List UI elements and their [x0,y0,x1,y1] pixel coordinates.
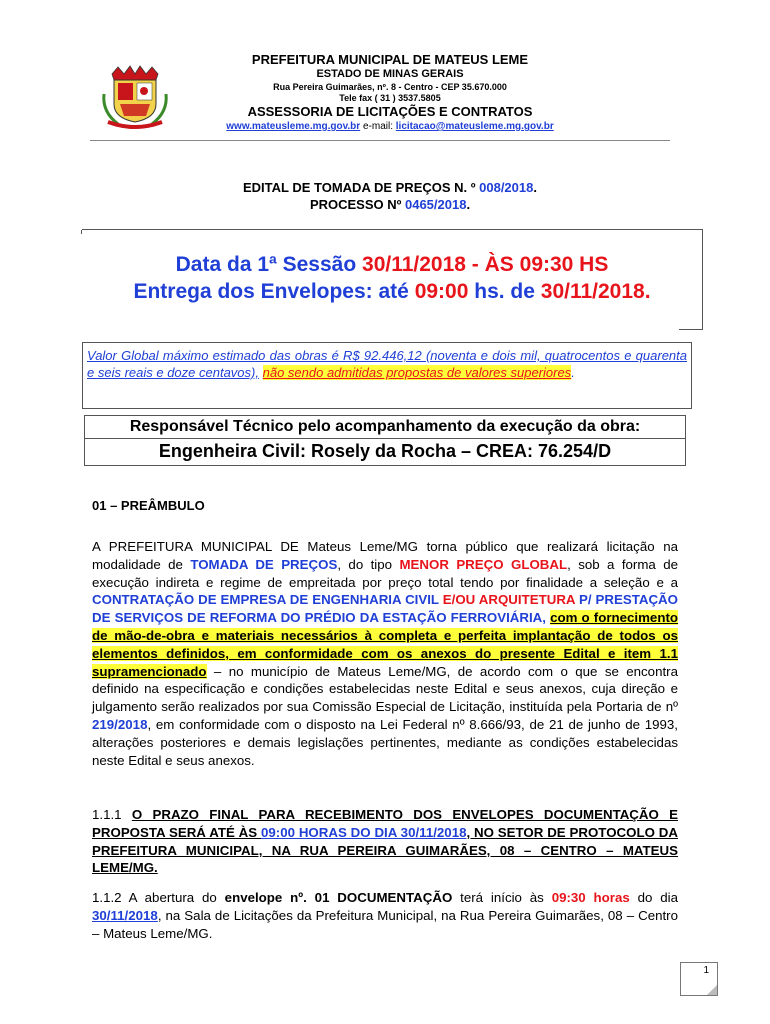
page-number: 1 [703,965,709,976]
process-number: PROCESSO Nº 0465/2018. [309,197,471,212]
global-value-box: Valor Global máximo estimado das obras é R$ 92.446,12 (noventa e dois mil, quatrocentos e quarenta e seis reais e doze centavos), não sendo admitidas propostas de valores superiores. [82,342,692,409]
email-label: e-mail: [362,121,393,132]
technical-responsible-title: Responsável Técnico pelo acompanhamento da execução da obra: [85,416,685,439]
technical-responsible-box [84,415,686,466]
email-link[interactable]: licitacao@mateusleme.mg.gov.br [395,121,554,132]
global-value-text: Valor Global máximo estimado das obras é R$ 92.446,12 (noventa e dois mil, quatrocentos e quarenta e seis reais e doze centavos), [87,348,687,380]
website-link[interactable]: www.mateusleme.mg.gov.br [226,121,361,132]
org-name: PREFEITURA MUNICIPAL DE MATEUS LEME [251,52,529,67]
edital-title-block [150,179,630,213]
envelope-delivery-line: Entrega dos Envelopes: até 09:00 hs. de 30/11/2018. [133,280,651,303]
phone: Tele fax ( 31 ) 3537.5805 [339,93,441,103]
state-name: ESTADO DE MINAS GERAIS [316,68,464,80]
clause-1-1-2: 1.1.2 A abertura do envelope nº. 01 DOCUMENTAÇÃO terá início às 09:30 horas do dia 30/11/2018, na Sala de Licitações da Prefeitura Municipal, na Rua Pereira Guimarães, 08 – Centro – Mateus Leme/MG. [92,890,678,941]
contact-line [150,121,630,132]
address: Rua Pereira Guimarães, nº. 8 - Centro - CEP 35.670.000 [273,82,507,92]
department: ASSESSORIA DE LICITAÇÕES E CONTRATOS [247,104,533,119]
edital-title: EDITAL DE TOMADA DE PREÇOS N. º 008/2018. [243,180,537,195]
preamble-paragraph: A PREFEITURA MUNICIPAL DE Mateus Leme/MG torna público que realizará licitação na modalidade de TOMADA DE PREÇOS, do tipo MENOR PREÇO GLOBAL, sob a forma de execução indireta e regime de empreitada por preço total tendo por finalidade a seleção e a CONTRATAÇÃO DE EMPRESA DE ENGENHARIA CIVIL E/OU ARQUITETURA P/ PRESTAÇÃO DE SERVIÇOS DE REFORMA DO PRÉDIO DA ESTAÇÃO FERROVIÁRIA, com o fornecimento de mão-de-obra e materiais necessários à completa e perfeita implantação de todos os elementos definidos, em conformidade com os anexos do presente Edital e item 1.1 supramencionado – no município de Mateus Leme/MG, de acordo com o que se encontra definido na especificação e condições estabelecidas neste Edital e seus anexos, cuja direção e julgamento serão realizados por sua Comissão Especial de Licitação, instituída pela Portaria de nº 219/2018, em conformidade com o disposto na Lei Federal nº 8.666/93, de 21 de junho de 1993, alterações posteriores e demais legislações pertinentes, mediante as condições estabelecidas neste Edital e seus anexos. [92,539,679,768]
global-value-warning: não sendo admitidas propostas de valores superiores [262,365,572,380]
section-heading: 01 – PREÂMBULO [92,498,205,513]
technical-responsible-name: Engenheira Civil: Rosely da Rocha – CREA: 76.254/D [158,441,612,461]
clause-1-1-1: 1.1.1 O PRAZO FINAL PARA RECEBIMENTO DOS ENVELOPES DOCUMENTAÇÃO E PROPOSTA SERÁ ATÉ ÀS 09:00 HORAS DO DIA 30/11/2018, NO SETOR DE PROTOCOLO DA PREFEITURA MUNICIPAL, NA RUA PEREIRA GUIMARÃES, 08 – CENTRO – MATEUS LEME/MG. [92,807,678,876]
header-divider [90,140,670,141]
page-number-box [680,962,718,996]
session-date-line: Data da 1ª Sessão 30/11/2018 - ÀS 09:30 HS [175,253,609,276]
session-date-box [82,229,703,329]
page-fold-icon [707,985,717,995]
